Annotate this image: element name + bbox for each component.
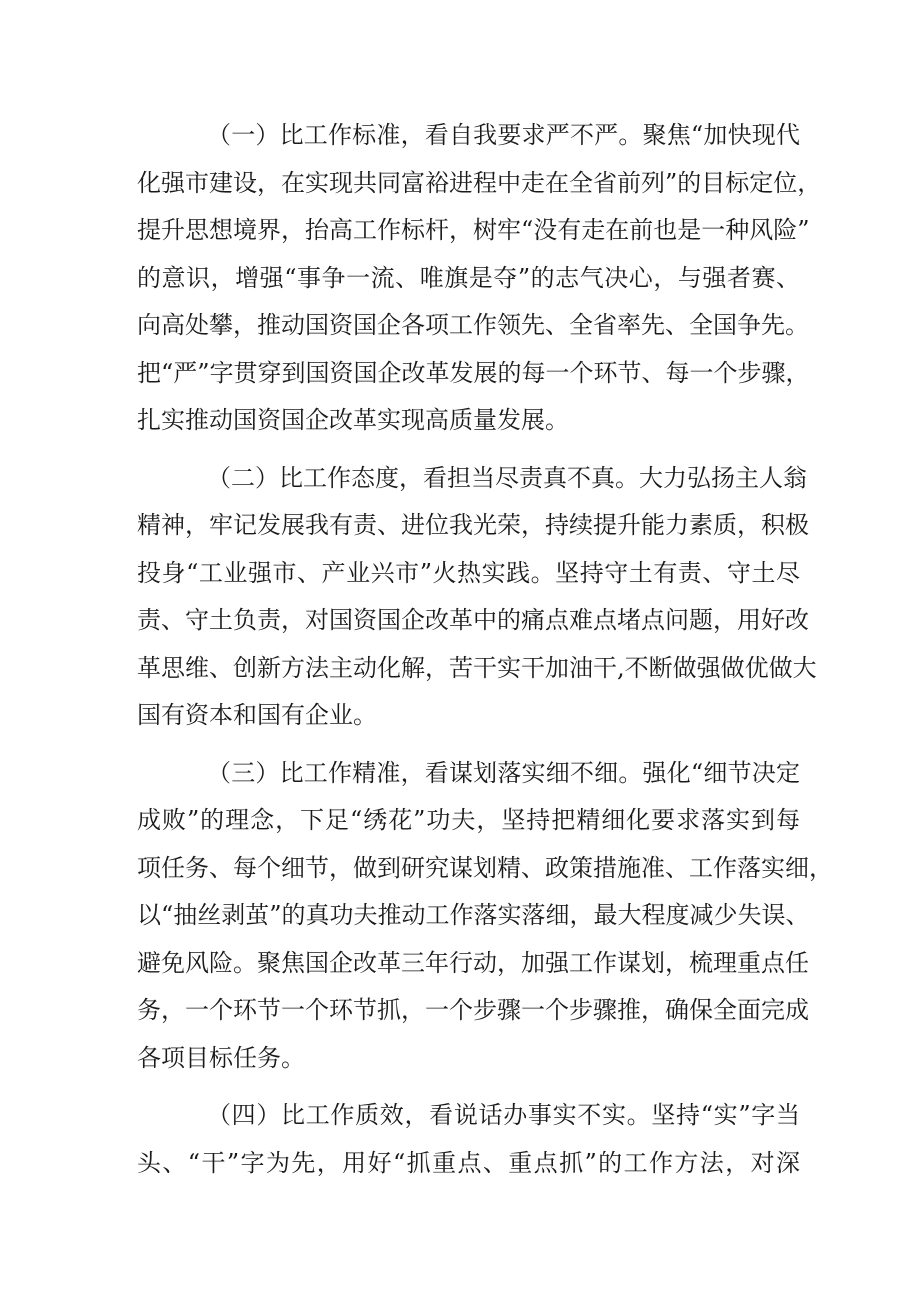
text-line: 投身“工业强市、产业兴市”火热实践。坚持守土有责、守土尽 <box>137 558 800 587</box>
text-line: 革思维、创新方法主动化解，苦干实干加油干,不断做强做优做大 <box>137 653 817 682</box>
text-line: 成败”的理念，下足“绣花”功夫，坚持把精细化要求落实到每 <box>137 806 800 834</box>
text-line: 务，一个环节一个环节抓，一个步骤一个步骤推，确保全面完成 <box>137 996 809 1024</box>
text-line: 的意识，增强“事争一流、唯旗是夺”的志气决心，与强者赛、 <box>137 263 800 292</box>
text-line: 化强市建设，在实现共同富裕进程中走在全省前列”的目标定位， <box>137 168 822 197</box>
text-line: （三）比工作精准，看谋划落实细不细。强化“细节决定 <box>207 758 800 787</box>
paragraph-3 <box>137 750 833 1083</box>
text-line: 各项目标任务。 <box>137 1043 305 1072</box>
paragraph-4 <box>137 1092 800 1187</box>
text-line: 提升思想境界，抬高工作标杆，树牢“没有走在前也是一种风险” <box>137 216 810 244</box>
paragraph-1 <box>137 112 822 445</box>
text-line: 把“严”字贯穿到国资国企改革发展的每一个环节、每一个步骤， <box>137 358 810 387</box>
paragraph-2 <box>137 455 817 740</box>
text-line: 以“抽丝剥茧”的真功夫推动工作落实落细，最大程度减少失误、 <box>137 901 810 929</box>
text-line: （二）比工作态度，看担当尽责真不真。大力弘扬主人翁 <box>207 463 807 492</box>
text-line: 扎实推动国资国企改革实现高质量发展。 <box>137 406 569 434</box>
text-line: 责、守土负责，对国资国企改革中的痛点难点堵点问题，用好改 <box>137 606 809 634</box>
text-line: 头、“干”字为先，用好“抓重点、重点抓”的工作方法，对深 <box>137 1148 800 1177</box>
text-line: （四）比工作质效，看说话办事实不实。坚持“实”字当 <box>207 1101 800 1129</box>
text-line: （一）比工作标准，看自我要求严不严。聚焦“加快现代 <box>207 121 800 149</box>
text-line: 向高处攀，推动国资国企各项工作领先、全省率先、全国争先。 <box>137 311 809 339</box>
text-line: 避免风险。聚焦国企改革三年行动，加强工作谋划，梳理重点任 <box>137 948 809 977</box>
text-line: 国有资本和国有企业。 <box>137 701 377 729</box>
document-body <box>137 112 833 1187</box>
text-line: 精神，牢记发展我有责、进位我光荣，持续提升能力素质，积极 <box>137 511 809 539</box>
text-line: 项任务、每个细节，做到研究谋划精、政策措施准、工作落实细， <box>137 853 833 882</box>
